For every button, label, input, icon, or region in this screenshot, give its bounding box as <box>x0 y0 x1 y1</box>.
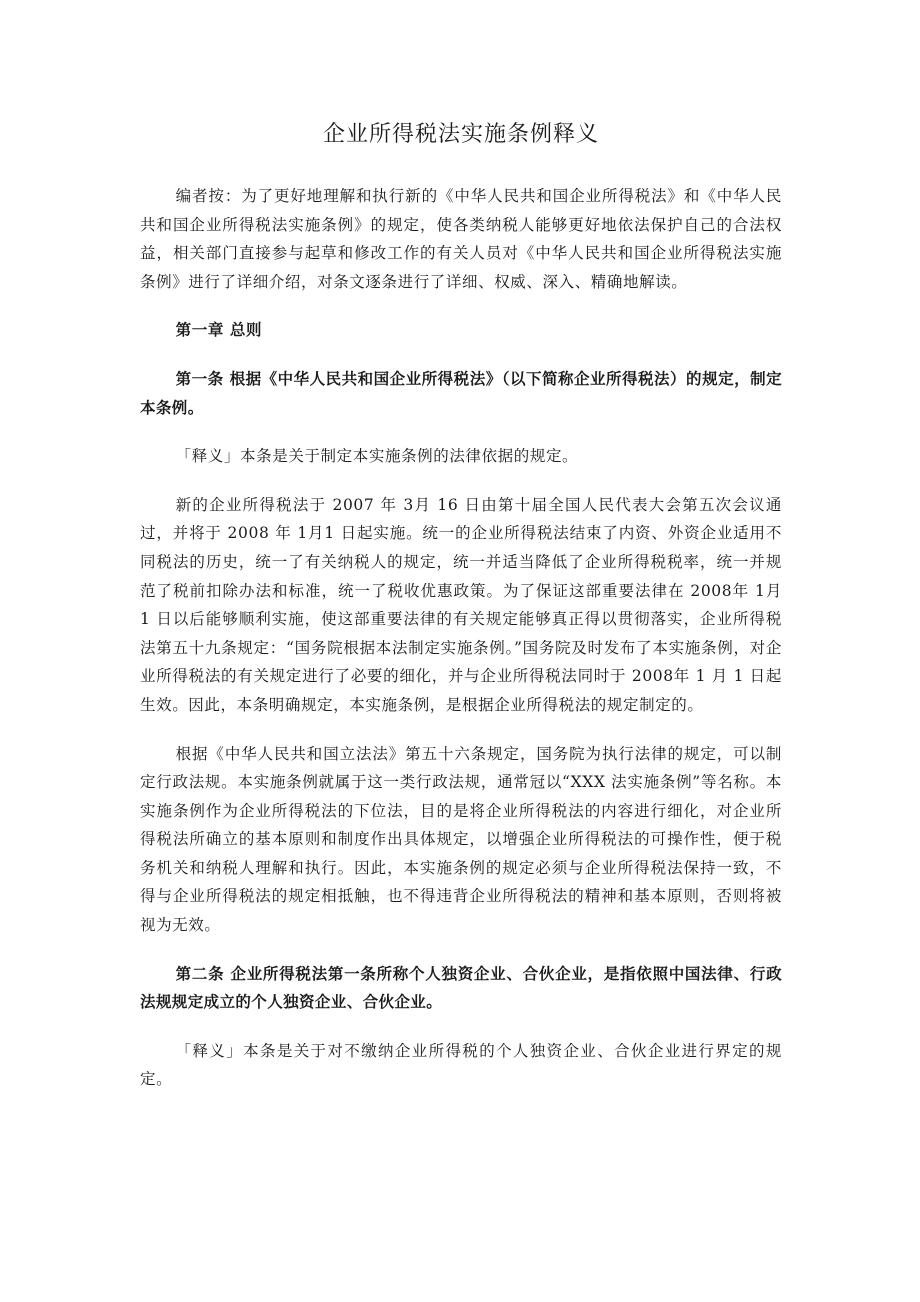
editor-note: 编者按：为了更好地理解和执行新的《中华人民共和国企业所得税法》和《中华人民共和国企业所得税法实施条例》的规定，使各类纳税人能够更好地依法保护自己的合法权益，相关部门直接参与起草和修改工作的有关人员对《中华人民共和国企业所得税法实施条例》进行了详细介绍，对条文逐条进行了详细、权威、深入、精确地解读。 <box>140 187 782 291</box>
article-1-text: 第一条 根据《中华人民共和国企业所得税法》（以下简称企业所得税法）的规定，制定本条例。 <box>140 369 782 417</box>
article-1-paragraph-2: 根据《中华人民共和国立法法》第五十六条规定，国务院为执行法律的规定，可以制定行政法规。本实施条例就属于这一类行政法规，通常冠以“XXX 法实施条例”等名称。本实施条例作为企业所得税法的下位法，目的是将企业所得税法的内容进行细化，对企业所得税法所确立的基本原则和制度作出具体规定，以增强企业所得税法的可操作性，便于税务机关和纳税人理解和执行。因此，本实施条例的规定必须与企业所得税法保持一致，不得与企业所得税法的规定相抵触，也不得违背企业所得税法的精神和基本原则，否则将被视为无效。 <box>140 744 782 935</box>
article-2-text: 第二条 企业所得税法第一条所称个人独资企业、合伙企业，是指依照中国法律、行政法规规定成立的个人独资企业、合伙企业。 <box>140 964 782 1012</box>
document-title: 企业所得税法实施条例释义 <box>322 122 599 147</box>
document-page <box>140 118 782 1114</box>
chapter-heading: 第一章 总则 <box>175 321 263 340</box>
article-2-explanation: 「释义」本条是关于对不缴纳企业所得税的个人独资企业、合伙企业进行界定的规定。 <box>140 1041 782 1089</box>
article-1-paragraph-1: 新的企业所得税法于 2007 年 3月 16 日由第十届全国人民代表大会第五次会议通过，并将于 2008 年 1月1 日起实施。统一的企业所得税法结束了内资、外资企业适用不同税法的历史，统一了有关纳税人的规定，统一并适当降低了企业所得税税率，统一并规范了税前扣除办法和标准，统一了税收优惠政策。为了保证这部重要法律在 2008年 1月 1 日以后能够顺利实施，使这部重要法律的有关规定能够真正得以贯彻落实，企业所得税法第五十九条规定：“国务院根据本法制定实施条例。”国务院及时发布了本实施条例，对企业所得税法的有关规定进行了必要的细化，并与企业所得税法同时于 2008年 1 月 1 日起生效。因此，本条明确规定，本实施条例，是根据企业所得税法的规定制定的。 <box>140 495 782 714</box>
article-1-explanation: 「释义」本条是关于制定本实施条例的法律依据的规定。 <box>175 447 579 466</box>
